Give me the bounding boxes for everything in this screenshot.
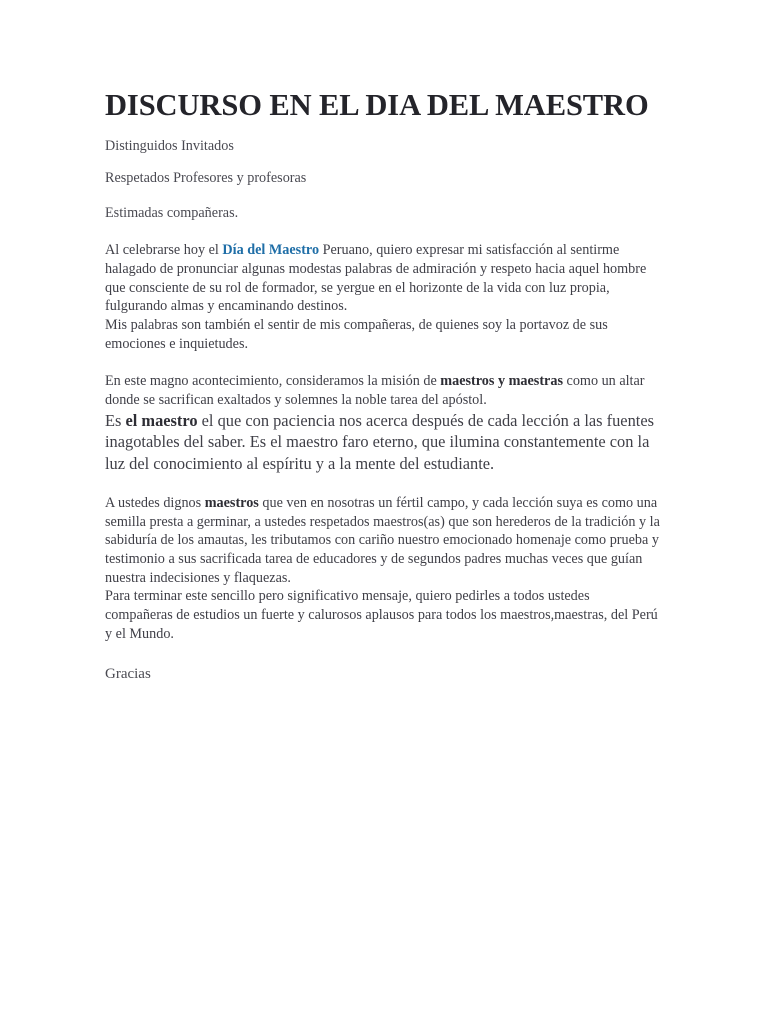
salutation-line-1: Distinguidos Invitados (105, 138, 234, 155)
paragraph-ustedes-dignos (105, 494, 660, 587)
paragraph-es-el-maestro (105, 410, 660, 475)
paragraph-celebracion (105, 241, 660, 316)
bold-maestros: maestros (204, 495, 259, 512)
paragraph-ustedes-dignos-rest: que ven en nosotras un fértil campo, y cada lección suya es como una semilla presta a germinar, a ustedes respetados maestros(as) que son herederos de la tradición y la sabiduría de los amautas, les tributamos con cariño nuestro emocionado homenaje como prueba y testimonio a sus sacrificada tarea de educadores y de segundos padres muchas veces que guían nuestra indecisiones y flaquezas. (105, 495, 660, 586)
paragraph-magno-rest: como un altar donde se sacrifican exaltados y solemnes la noble tarea del apóstol. (105, 373, 645, 408)
paragraph-para-terminar: Para terminar este sencillo pero significativo mensaje, quiero pedirles a todos ustedes compañeras de estudios un fuerte y calurosos aplausos para todos los maestros,maestras, del Perú y el Mundo. (105, 588, 658, 642)
salutation-line-2: Respetados Profesores y profesoras (105, 170, 307, 187)
highlight-dia-del-maestro: Día del Maestro (222, 242, 320, 259)
paragraph-magno-acontecimiento (105, 372, 660, 409)
paragraph-es-el-maestro-lead: Es (105, 410, 126, 430)
paragraph-celebracion-rest: Peruano, quiero expresar mi satisfacción al sentirme halagado de pronunciar algunas modestas palabras de admiración y respeto hacia aquel hombre que consciente de su rol de formador, se yergue en el horizonte de la vida con luz propia, fulgurando almas y encaminando destinos. (105, 242, 647, 315)
paragraph-magno-lead: En este magno acontecimiento, consideramos la misión de (105, 373, 441, 390)
bold-el-maestro: el maestro (125, 410, 198, 430)
paragraph-palabras-compañeras: Mis palabras son también el sentir de mis compañeras, de quienes soy la portavoz de sus emociones e inquietudes. (105, 316, 608, 352)
page-title: DISCURSO EN EL DIA DEL MAESTRO (105, 88, 649, 122)
paragraph-es-el-maestro-rest: el que con paciencia nos acerca después de cada lección a las fuentes inagotables del saber. Es el maestro faro eterno, que ilumina constantemente con la luz del conocimiento al espíritu y a la mente del estudiante. (105, 410, 654, 474)
bold-maestros-y-maestras: maestros y maestras (440, 373, 563, 390)
paragraph-celebracion-lead: Al celebrarse hoy el (105, 242, 223, 259)
paragraph-ustedes-dignos-lead: A ustedes dignos (105, 495, 205, 512)
closing-gracias: Gracias (105, 666, 151, 683)
salutation-line-3: Estimadas compañeras. (105, 205, 239, 222)
